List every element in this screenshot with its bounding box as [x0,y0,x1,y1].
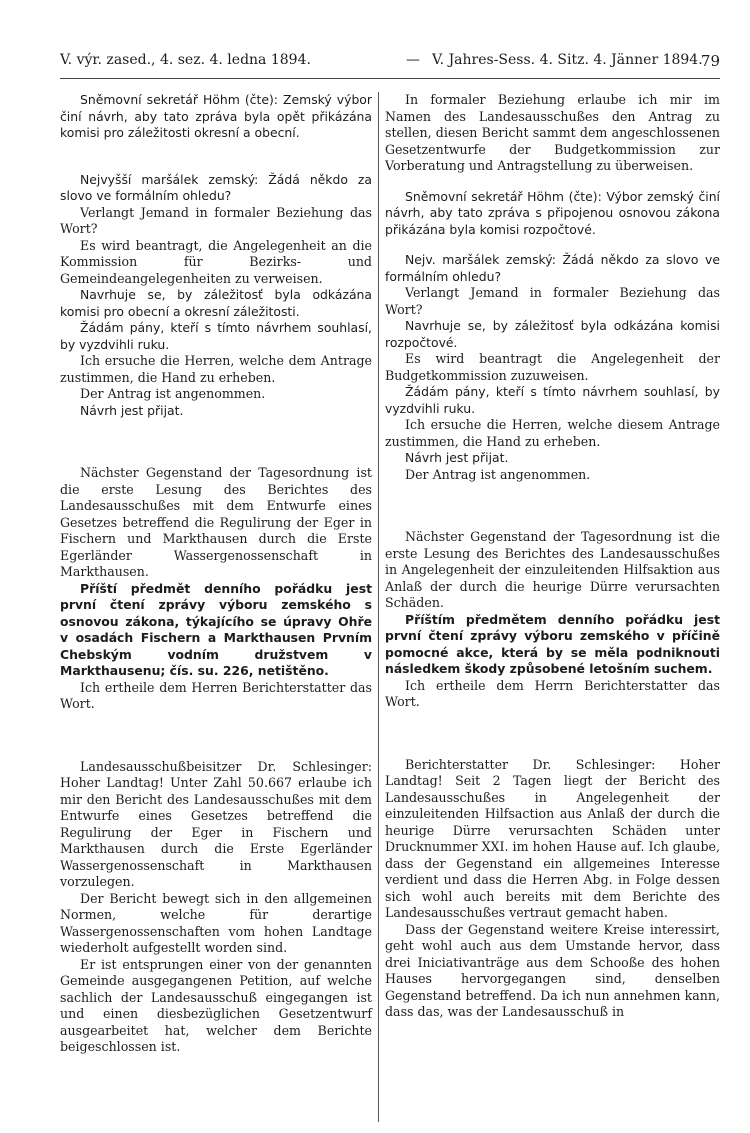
paragraph: Žádám pány, kteří s tímto návrhem souhlasí, by vyzdvihli ruku. [385,384,720,416]
paragraph: Ich ertheile dem Herren Berichterstatter das Wort. [60,679,372,711]
paragraph: Nächster Gegenstand der Tagesordnung ist die erste Lesung des Berichtes des Landesausschußes in Angelegenheit der einzuleitenden Hilfsaktion aus Anlaß der durch die heurige Dürre verursachten Schäden. [385,529,720,610]
paragraph: Berichterstatter Dr. Schlesinger: Hoher Landtag! Seit 2 Tagen liegt der Bericht des Landesausschußes in Angelegenheit der einzuleitenden Hilfsaction aus Anlaß der durch die heurige Dürre verursachten Schäden unter Drucknummer XXI. im hohen Hause auf. Ich glaube, dass der Gegenstand ein allgemeines Interesse verdient und dass die Herren Abg. in Folge dessen sich wohl auch bereits mit dem Berichte des Landesausschußes vertraut gemacht haben. [385,756,720,920]
paragraph: Dass der Gegenstand weitere Kreise interessirt, geht wohl auch aus dem Umstande hervor, dass drei Iniciativanträge aus dem Schooße des hohen Hauses hervorgegangen sind, denselben Gegenstand betreffend. Da ich nun annehmen kann, dass das, was der Landesausschuß in [385,921,720,1019]
paragraph: Er ist entsprungen einer von der genannten Gemeinde ausgegangenen Petition, auf welche sachlich der Landesausschuß eingegangen ist und einen diesbezüglichen Gesetzentwurf ausgearbeitet hat, welcher dem Berichte beigeschlossen ist. [60,956,372,1054]
paragraph: Návrh jest přijat. [80,402,184,418]
paragraph: Sněmovní sekretář Höhm (čte): Výbor zemský činí návrh, aby tato zpráva s připojenou osnovou zákona přikázána byla komisi rozpočtové. [385,188,720,237]
paragraph: Verlangt Jemand in formaler Beziehung das Wort? [60,204,372,236]
paragraph-gap [385,175,720,189]
paragraph: Nejv. maršálek zemský: Žádá někdo za slovo ve formálním ohledu? [385,252,720,284]
left-column [60,92,372,1056]
paragraph: Ich ersuche die Herren, welche dem Antrage zustimmen, die Hand zu erheben. [60,353,372,385]
paragraph-gap [60,142,372,172]
paragraph-gap [60,419,372,465]
header-rule [60,78,720,79]
paragraph: Příštím předmětem denního pořádku jest první čtení zprávy výboru zemského v příčině pomocné akce, která by se měla podniknouti následkem škody způsobené letošním suchem. [385,611,720,676]
paragraph: Žádám pány, kteří s tímto návrhem souhlasí, by vyzdvihli ruku. [60,320,372,352]
paragraph: Nächster Gegenstand der Tagesordnung ist die erste Lesung des Berichtes des Landesausschußes mit dem Entwurfe eines Gesetzes betreffend die Regulirung der Eger in Fischern und Markthausen durch die Erste Egerländer Wassergenossenschaft in Markthausen. [60,465,372,579]
page-number: 79 [700,52,720,70]
paragraph: Der Antrag ist angenommen. [405,466,591,482]
paragraph: Es wird beantragt, die Angelegenheit an die Kommission für Bezirks- und Gemeindeangelegenheiten zu verweisen. [60,237,372,286]
paragraph: Nejvyšší maršálek zemský: Žádá někdo za slovo ve formálním ohledu? [60,171,372,203]
paragraph: Ich ertheile dem Herrn Berichterstatter das Wort. [385,677,720,709]
paragraph: In formaler Beziehung erlaube ich mir im Namen des Landesausschußes den Antrag zu stellen, diesen Bericht sammt dem angeschlossenen Gesetzentwurfe der Budgetkommission zur Vorberatung und Antragstellung zu überweisen. [385,92,720,173]
paragraph: Příští předmět denního pořádku jest první čtení zprávy výboru zemského s osnovou zákona, týkajícího se úpravy Ohře v osadách Fischern a Markthausen Prvním Chebským vodním družstvem v Markthausenu; čís. su. 226, netištěno. [60,580,372,678]
header-separator: — [406,52,420,68]
paragraph-gap [385,238,720,252]
column-divider [378,92,379,1122]
paragraph: Sněmovní sekretář Höhm (čte): Zemský výbor činí návrh, aby tato zpráva byla opět přikázána komisi pro záležitosti okresní a obecní. [60,92,372,140]
paragraph: Verlangt Jemand in formaler Beziehung das Wort? [385,285,720,317]
paragraph: Es wird beantragt die Angelegenheit der Budgetkommission zuzuweisen. [385,351,720,383]
paragraph: Landesausschußbeisitzer Dr. Schlesinger: Hoher Landtag! Unter Zahl 50.667 erlaube ich mir den Bericht des Landesausschußes mit dem Entwurfe eines Gesetzes betreffend die Regulirung der Eger in Fischern und Markthausen durch die Erste Egerländer Wassergenossenschaft in Markthausen vorzulegen. [60,758,372,889]
paragraph: Navrhuje se, by záležitosť byla odkázána komisi rozpočtové. [385,318,720,350]
paragraph: Návrh jest přijat. [405,450,509,465]
paragraph: Der Antrag ist angenommen. [80,386,266,401]
paragraph: Ich ersuche die Herren, welche diesem Antrage zustimmen, die Hand zu erheben. [385,417,720,449]
paragraph-gap [385,711,720,757]
paragraph-gap [385,483,720,529]
paragraph-gap [60,713,372,759]
paragraph: Der Bericht bewegt sich in den allgemeinen Normen, welche für derartige Wassergenossenschaften vom hohen Landtage wiederholt aufgestellt worden sind. [60,890,372,955]
right-column [385,92,720,1021]
header-german-session: V. Jahres-Sess. 4. Sitz. 4. Jänner 1894. [432,52,703,68]
header-czech-session: V. výr. zased., 4. sez. 4. ledna 1894. [60,52,311,68]
paragraph: Navrhuje se, by záležitosť byla odkázána komisi pro obecní a okresní záležitosti. [60,287,372,319]
